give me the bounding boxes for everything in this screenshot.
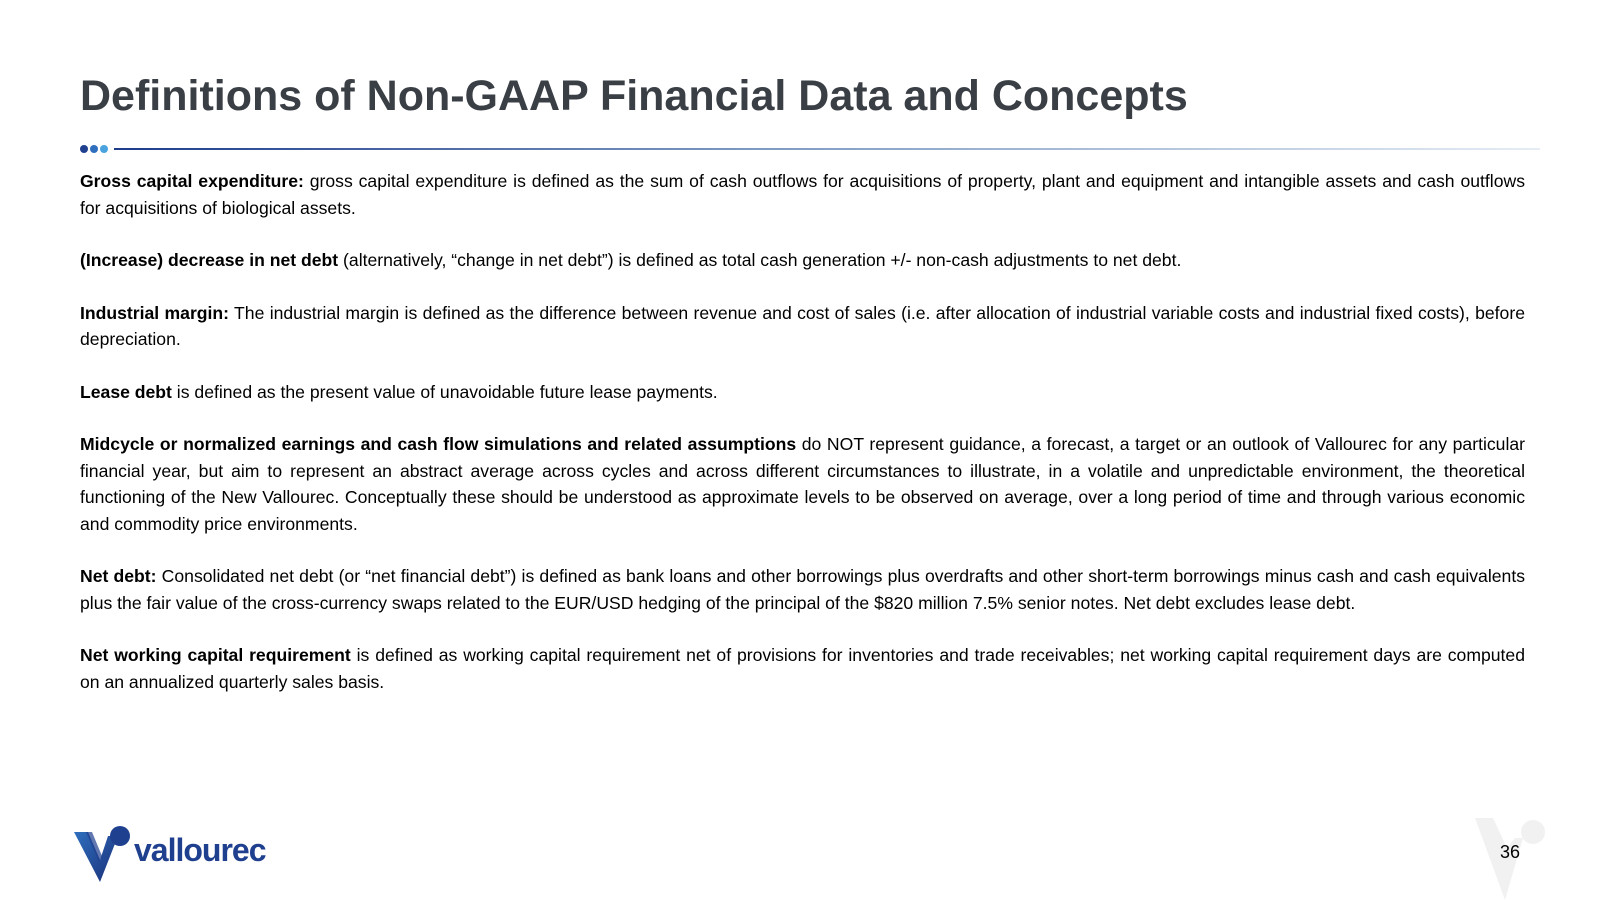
definition-text: The industrial margin is defined as the difference between revenue and cost of sales (i.e. after allocation of industrial variable costs and industrial fixed costs), before depreciation.: [80, 302, 1525, 349]
definition-change-in-net-debt: [80, 247, 1525, 274]
divider-dot-3: [100, 145, 108, 153]
definition-term: (Increase) decrease in net debt: [80, 250, 339, 270]
definition-text: is defined as working capital requirement net of provisions for inventories and trade receivables; net working capital requirement days are computed on an annualized quarterly sales basis.: [80, 645, 1525, 692]
definition-lease-debt: [80, 379, 1525, 406]
definition-text: do NOT represent guidance, a forecast, a target or an outlook of Vallourec for any particular financial year, but aim to represent an abstract average across cycles and across different circumstances to illustrate, in a volatile and unpredictable environment, the theoretical functioning of the New Vallourec. Conceptually these should be understood as approximate levels to be observed on average, over a long period of time and through various economic and commodity price environments.: [80, 434, 1525, 534]
definition-text: gross capital expenditure is defined as the sum of cash outflows for acquisitions of property, plant and equipment and intangible assets and cash outflows for acquisitions of biological assets.: [80, 171, 1525, 218]
definitions-list: [80, 168, 1525, 721]
definition-net-debt: [80, 563, 1525, 616]
page-title: Definitions of Non-GAAP Financial Data and Concepts: [80, 72, 1188, 120]
definition-midcycle-simulations: [80, 431, 1525, 537]
divider-dot-2: [90, 145, 98, 153]
definition-gross-capex: [80, 168, 1525, 221]
definition-text: (alternatively, “change in net debt”) is defined as total cash generation +/- non-cash adjustments to net debt.: [338, 250, 1182, 270]
divider-dots: [80, 145, 108, 153]
logo-wordmark: vallourec: [134, 832, 266, 868]
definition-net-working-capital: [80, 642, 1525, 695]
page-number: 36: [1500, 842, 1521, 862]
title-divider: [80, 143, 1540, 155]
definition-term: Industrial margin:: [80, 302, 230, 323]
definition-industrial-margin: [80, 300, 1525, 353]
divider-dot-1: [80, 145, 88, 153]
definition-term: Net debt:: [80, 566, 157, 586]
definition-text: is defined as the present value of unavoidable future lease payments.: [171, 381, 718, 402]
vallourec-v-icon: [74, 826, 132, 882]
divider-line: [114, 148, 1540, 150]
definition-term: Midcycle or normalized earnings and cash flow simulations and related assumptions: [80, 434, 797, 454]
definition-term: Net working capital requirement: [80, 645, 351, 665]
vallourec-logo: [74, 826, 266, 882]
definition-text: Consolidated net debt (or “net financial debt”) is defined as bank loans and other borrowings plus overdrafts and other short-term borrowings minus cash and cash equivalents plus the fair value of the cross-currency swaps related to the EUR/USD hedging of the principal of the $820 million 7.5% senior notes. Net debt excludes lease debt.: [80, 566, 1526, 613]
definition-term: Gross capital expenditure:: [80, 171, 304, 191]
definition-term: Lease debt: [80, 381, 172, 402]
